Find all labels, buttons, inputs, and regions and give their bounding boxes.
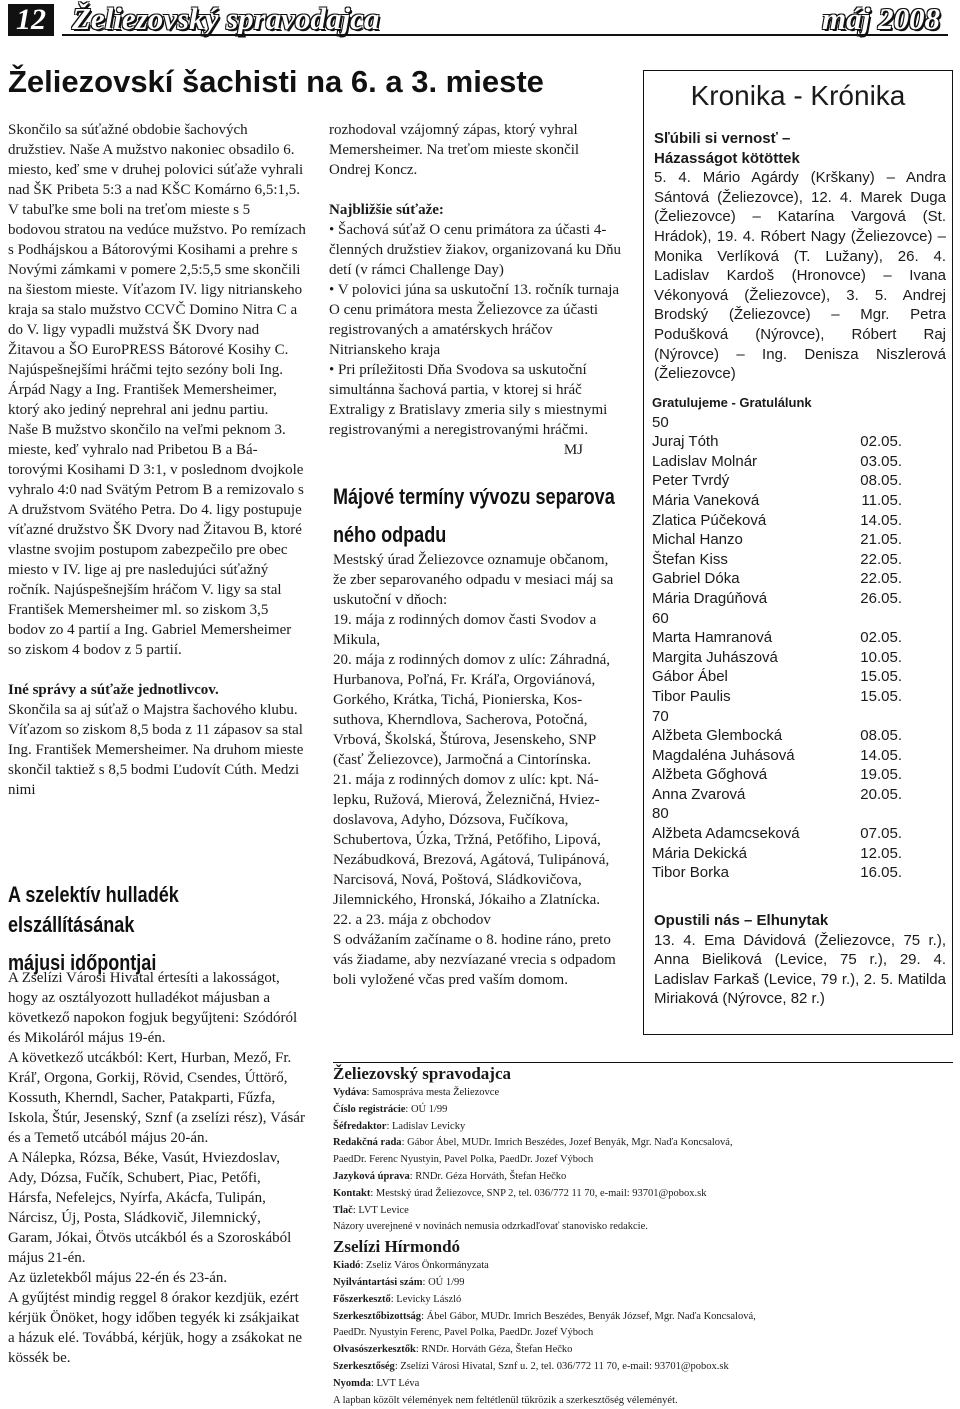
chess-article-column-1 <box>8 120 306 800</box>
congrats-name: Gábor Ábel <box>652 668 728 686</box>
congrats-name: Gabriel Dóka <box>652 570 740 588</box>
hungarian-paragraph: A gyűjtést mindig reggel 8 órakor kezdjük, ezért kérjük Önöket, hogy időben tegyék ki zsákjaikat a házuk elé. Továbbá, kérjük, hogy a zsákokat ne kössék be. <box>8 1290 302 1366</box>
congrats-date: 02.05. <box>860 433 902 451</box>
congrats-row <box>652 844 902 864</box>
imprint-value: : Ladislav Levicky <box>386 1120 466 1132</box>
may-waste-body <box>333 550 625 990</box>
imprint-label: Kiadó <box>333 1260 361 1272</box>
hungarian-title-line: A szelektív hulladék elszállításának <box>8 882 179 937</box>
may-title-line: Májové termíny vývozu separova <box>333 484 615 509</box>
kronika-box <box>643 70 953 1035</box>
imprint-label: Szerkesztőbizottság <box>333 1310 422 1322</box>
imprint-line <box>333 1275 953 1292</box>
congrats-row <box>652 550 902 570</box>
congrats-date: 14.05. <box>860 746 902 764</box>
page-header <box>4 1 952 38</box>
congrats-row <box>652 511 902 531</box>
may-paragraph: 21. mája z rodinných domov z ulíc: kpt. Nálepku, Ružová, Mierová, Železničná, Hviezdoslavova, Adyho, Dózsova, Fučíkova, Schubertova, Úzka, Tržná, Petőfiho, Lipová, Nezábudková, Brezová, Agátová, Tulipánová, Narcisová, Nová, Poštová, Sládkovičova, Jilemnického, Hronská, Jókaiho a Zlatnícka. <box>333 772 610 908</box>
congrats-row <box>652 491 902 511</box>
imprint-value: : OÚ 1/99 <box>422 1276 465 1288</box>
next-competition-text: • Pri príležitosti Dňa Svodova sa uskutoční simultánna šachová partia, v ktorej si hráč Extraligy z Bratislavy zmeria sily s miestnymi registrovanými a neregistrovanými hráčmi. <box>329 362 608 438</box>
congrats-date: 19.05. <box>860 766 902 784</box>
may-waste-title <box>333 482 693 550</box>
congrats-row <box>652 726 902 746</box>
imprint-value: : Zselíz Város Önkormányzata <box>360 1260 489 1272</box>
congrats-name: Tibor Borka <box>652 864 729 882</box>
age-group-label: 70 <box>652 707 669 725</box>
chess-paragraph: Naše B mužstvo skončilo na veľmi peknom 3. mieste, keď vyhralo nad Pribetou B a Bátorovými Kosihami D 3:1, v poslednom dvojkole vyhralo 4:0 nad Svätým Petrom B a remizovalo s A družstvom Svätého Petra. Do 4. ligy postupuje víťazné družstvo ŠK Dvory nad Žitavou B, ktoré vlastne svojim postupom zabezpečilo pre obec miesto v IV. lige aj pre nasledujúci súťažný ročník. Najúspešnejším hráčom V. ligy sa stal František Memersheimer ml. so ziskom 3,5 bodov zo 4 partií a Ing. Gabriel Memersheimer so ziskom 4 bodov z 5 partií. <box>8 422 304 658</box>
congrats-name: Magdaléna Juhásová <box>652 746 795 764</box>
congrats-name: Alžbeta Gőghová <box>652 766 768 784</box>
spacer <box>329 180 623 200</box>
imprint-line <box>333 1186 953 1203</box>
page-number: 12 <box>8 4 54 36</box>
congrats-date: 08.05. <box>860 472 902 490</box>
imprint-line <box>333 1085 953 1102</box>
imprint-value: : Samospráva mesta Želiezovce <box>366 1087 500 1098</box>
imprint-sk-disclaimer: Názory uverejnené v novinách nemusia odzrkadľovať stanovisko redakcie. <box>333 1221 648 1233</box>
hungarian-paragraph: A Nálepka, Rózsa, Béke, Vasút, Hviezdoslav, Ady, Dózsa, Fučík, Schubert, Piac, Petőfi, Hársfa, Nefelejcs, Nyírfa, Akácfa, Tulipán, Nárcisz, Új, Posta, Sládkovič, Jilemnický, Garam, Jókai, Ötvös utcákból és a Szoroskából május 21-én. <box>8 1150 292 1266</box>
imprint-label: Szerkesztőség <box>333 1360 395 1372</box>
paper-title: Želiezovský spravodajca <box>72 1 380 36</box>
chess-paragraph: Najúspešnejšími hráčmi tejto sezóny boli Ing. Árpád Nagy a Ing. František Memersheimer, ktorý ako jediný neprehral ani jednu partiu. <box>8 362 283 418</box>
imprint-value: : Levicky László <box>390 1293 462 1305</box>
next-competition-item: • Šachová súťaž O cenu primátora za účasti 4-členných družstiev žiakov, organizovaná ku Dňu detí (v rámci Challenge Day) <box>329 222 621 278</box>
weddings-heading: Házasságot kötöttek <box>654 149 800 167</box>
weddings-text: 5. 4. Mário Agárdy (Krškany) – Andra Sántová (Želiezovce), 12. 4. Marek Duga (Želiezovce) – Katarína Vargová (St. Hrádok), 19. 4. Róbert Nagy (Želiezovce) – Monika Verlíková (T. Lužany), 26. 4. Ladislav Kardoš (Hronovce) – Ivana Vékonyová (Želiezovce), 3. 5. Andrej Brodský (Želiezovce) – Mgr. Petra Podušková (Nýrovce), Róbert Raj (Nýrovce) – Ing. Denisza Niszlerová (Želiezovce) <box>654 169 946 383</box>
imprint-value: PaedDr. Nyustyin Ferenc, Pavel Polka, PaedDr. Jozef Výboch <box>333 1327 594 1339</box>
hungarian-article-body <box>8 968 306 1368</box>
congrats-name: Mária Dragúňová <box>652 589 768 607</box>
imprint-line <box>333 1292 953 1309</box>
congrats-row <box>652 432 902 452</box>
other-news-heading: Iné správy a súťaže jednotlivcov. <box>8 682 219 698</box>
deaths-text: 13. 4. Ema Dávidová (Želiezovce, 75 r.), Anna Bieliková (Levice, 75 r.), 29. 4. Ladislav Farkaš (Levice, 79 r.), 2. 5. Matilda Miriaková (Nýrovce, 82 r.) <box>654 931 946 1008</box>
imprint-sk-lines <box>333 1085 953 1219</box>
congrats-row <box>652 569 902 589</box>
congrats-row <box>652 471 902 491</box>
congrats-date: 12.05. <box>860 844 902 862</box>
congrats-date: 10.05. <box>860 648 902 666</box>
congrats-row <box>652 452 902 472</box>
imprint-label: Olvasószerkesztők <box>333 1344 416 1356</box>
imprint-label: Jazyková úprava <box>333 1170 410 1182</box>
age-group-label: 60 <box>652 609 669 627</box>
congrats-row <box>652 589 902 609</box>
hungarian-paragraph: A következő utcákból: Kert, Hurban, Mező, Fr. Kráľ, Orgona, Gorkij, Rövid, Csendes, Úttörő, Kossuth, Kherndl, Sacher, Patakparti, Fűzfa, Iskola, Štúr, Jesenský, Sznf (a zselízi rész), Vásár és a Temető utcából május 20-án. <box>8 1050 305 1146</box>
imprint-hu-title: Zselízi Hírmondó <box>333 1237 461 1257</box>
congrats-date: 11.05. <box>861 491 902 509</box>
congrats-name: Anna Zvarová <box>652 785 746 803</box>
imprint-label: Šéfredaktor <box>333 1120 387 1132</box>
chess-article-column-2 <box>329 120 623 460</box>
congrats-date: 16.05. <box>860 864 902 882</box>
may-paragraph: 22. a 23. mája z obchodov <box>333 912 491 928</box>
congrats-row <box>652 863 902 883</box>
congrats-date: 22.05. <box>860 570 902 588</box>
congrats-name: Zlatica Púčeková <box>652 511 767 529</box>
congrats-row <box>652 746 902 766</box>
imprint-line <box>333 1203 953 1220</box>
congrats-row <box>652 667 902 687</box>
imprint-value: : LVT Levice <box>352 1204 409 1216</box>
deaths-section <box>654 911 946 1009</box>
imprint-line <box>333 1119 953 1136</box>
imprint-label: Tlač <box>333 1204 353 1216</box>
kronika-title: Kronika - Krónika <box>690 80 906 111</box>
imprint-label: Číslo registrácie <box>333 1103 406 1115</box>
spacer <box>8 660 306 680</box>
congrats-date: 14.05. <box>860 511 902 529</box>
imprint-value: : RNDr. Géza Horváth, Štefan Hečko <box>409 1170 567 1182</box>
hungarian-paragraph: Az üzletekből május 22-én és 23-án. <box>8 1270 228 1286</box>
congrats-name: Mária Vaneková <box>652 491 760 509</box>
hungarian-paragraph: A Zselízi Városi Hivatal értesíti a lakosságot, hogy az osztályozott hulladékot májusban a következő napokon fogjuk begyűjteni: Szódóról és Mikoláról május 19-én. <box>8 970 298 1046</box>
congrats-name: Mária Dekická <box>652 844 748 862</box>
may-paragraph: Mestský úrad Želiezovce oznamuje občanom, že zber separovaného odpadu v mesiaci máj sa uskutoční v dňoch: <box>333 552 614 608</box>
congrats-date: 08.05. <box>860 727 902 745</box>
congratulations-section <box>652 393 902 883</box>
congrats-name: Ladislav Molnár <box>652 452 758 470</box>
imprint-label: Vydáva <box>333 1087 367 1098</box>
congrats-name: Peter Tvrdý <box>652 472 730 490</box>
age-group-label: 80 <box>652 805 669 823</box>
congratulations-heading: Gratulujeme - Gratulálunk <box>652 395 812 410</box>
congrats-row <box>652 765 902 785</box>
imprint-label: Főszerkesztő <box>333 1293 391 1305</box>
imprint-hu-disclaimer: A lapban közölt vélemények nem feltétlenül tükrözik a szerkesztőség véleményét. <box>333 1394 678 1406</box>
chess-continuation: rozhodoval vzájomný zápas, ktorý vyhral Memersheimer. Na treťom mieste skončil Ondrej Koncz. <box>329 122 580 178</box>
imprint-label: Redakčná rada <box>333 1137 402 1149</box>
imprint-line <box>333 1325 953 1342</box>
imprint-line <box>333 1135 953 1152</box>
congrats-name: Michal Hanzo <box>652 531 743 549</box>
age-group-label: 50 <box>652 413 669 431</box>
may-paragraph: S odvážaním začíname o 8. hodine ráno, preto vás žiadame, aby nezvíazané vrecia s odpadom boli vyložené včas pred vaším domom. <box>333 932 616 988</box>
weddings-heading: Sľúbili si vernosť – <box>654 130 791 147</box>
congrats-name: Štefan Kiss <box>652 550 728 568</box>
congrats-date: 26.05. <box>860 589 902 607</box>
imprint-value: : Gábor Ábel, MUDr. Imrich Beszédes, Jozef Benyák, Mgr. Naďa Koncsalová, <box>401 1137 733 1149</box>
next-competition-item: • V polovici júna sa uskutoční 13. ročník turnaja O cenu primátora mesta Želiezovce za účasti registrovaných a amatérskych hráčov Nitrianskeho kraja <box>329 282 620 358</box>
imprint-line <box>333 1169 953 1186</box>
next-competition-item <box>329 360 623 458</box>
imprint-sk-title: Želiezovský spravodajca <box>333 1064 512 1083</box>
congrats-row <box>652 824 902 844</box>
imprint-line <box>333 1152 953 1169</box>
may-title-line: ného odpadu <box>333 522 447 547</box>
imprint-value: PaedDr. Ferenc Nyustyin, Pavel Polka, PaedDr. Jozef Výboch <box>333 1154 594 1166</box>
congrats-date: 15.05. <box>860 668 902 686</box>
congrats-row <box>652 687 902 707</box>
congrats-date: 07.05. <box>860 825 902 843</box>
congrats-name: Alžbeta Adamcseková <box>652 825 800 843</box>
imprint-label: Nyomda <box>333 1377 371 1389</box>
congrats-date: 21.05. <box>860 531 902 549</box>
congrats-name: Tibor Paulis <box>652 687 731 705</box>
congrats-row <box>652 628 902 648</box>
congrats-row <box>652 648 902 668</box>
imprint-value: : OÚ 1/99 <box>405 1103 448 1115</box>
congrats-name: Margita Juhászová <box>652 648 778 666</box>
header-rule <box>62 34 948 36</box>
imprint-value: : Mestský úrad Želiezovce, SNP 2, tel. 036/772 11 70, e-mail: 93701@pobox.sk <box>370 1187 707 1199</box>
congrats-date: 22.05. <box>860 550 902 568</box>
imprint-value: : Zselízi Városi Hivatal, Sznf u. 2, tel. 036/772 11 70, e-mail: 93701@pobox.sk <box>394 1360 729 1372</box>
chess-paragraph: Skončilo sa súťažné obdobie šachových družstiev. Naše A mužstvo nakoniec obsadilo 6. miesto, keď sme v druhej polovici súťaže vyhrali nad ŠK Pribeta 5:3 a nad KŠC Komárno 6,5:1,5. V tabuľke sme boli na treťom mieste s 5 bodovou stratou na vedúce mužstvo. Po remízach s Podhájskou a Bátorovými Kosihami a prehre s Novými zámkami v pomere 2,5:5,5 sme skončili na šiestom mieste. Víťazom IV. ligy nitrianskeho kraja sa stalo mužstvo CCVČ Domino Nitra C a do V. ligy vypadli mužstvá ŠK Dvory nad Žitavou a ŠO EuroPRESS Bátorové Kosihy C. <box>8 122 306 358</box>
imprint-line <box>333 1342 953 1359</box>
imprint-label: Kontakt <box>333 1187 371 1199</box>
congrats-row <box>652 785 902 805</box>
imprint-label: Nyilvántartási szám <box>333 1276 423 1288</box>
congrats-date: 20.05. <box>860 785 902 803</box>
hungarian-article-title <box>8 880 368 978</box>
deaths-heading: Opustili nás – Elhunytak <box>654 912 829 929</box>
congrats-date: 02.05. <box>860 629 902 647</box>
may-paragraph: 20. mája z rodinných domov z ulíc: Záhradná, Hurbanova, Poľná, Fr. Kráľa, Orgoviánová, Gorkého, Krátka, Tichá, Pionierska, Kossuthova, Kherndlova, Sacherova, Potočná, Vrbová, Školská, Štúrova, Jesenskeho, SNP (časť Želiezovce), Jarmočná a Cintorínska. <box>333 652 610 768</box>
congrats-name: Alžbeta Glembocká <box>652 727 783 745</box>
imprint-line <box>333 1102 953 1119</box>
may-paragraph: 19. mája z rodinných domov časti Svodov a Mikula, <box>333 612 597 648</box>
next-competitions-heading: Najbližšie súťaže: <box>329 202 444 218</box>
congrats-name: Juraj Tóth <box>652 433 719 451</box>
congrats-date: 03.05. <box>860 452 902 470</box>
imprint-value: : LVT Léva <box>370 1377 420 1389</box>
congrats-row <box>652 530 902 550</box>
congrats-name: Marta Hamranová <box>652 629 773 647</box>
author-signature: MJ <box>563 442 583 458</box>
imprint-line <box>333 1376 953 1393</box>
imprint-line <box>333 1309 953 1326</box>
imprint-value: : Ábel Gábor, MUDr. Imrich Beszédes, Benyák József, Mgr. Naďa Koncsalová, <box>421 1310 756 1322</box>
congratulations-list <box>652 413 902 883</box>
weddings-section <box>654 129 946 384</box>
imprint-line <box>333 1258 953 1275</box>
imprint <box>333 1060 953 1409</box>
other-news-text: Skončila sa aj súťaž o Majstra šachového klubu. Víťazom so ziskom 8,5 boda z 11 zápasov sa stal Ing. František Memersheimer. Na druhom mieste skončil taktiež s 8,5 bodmi Ľudovít Cúth. Medzi nimi <box>8 702 304 798</box>
congrats-date: 15.05. <box>860 687 902 705</box>
chess-article-title: Želiezovskí šachisti na 6. a 3. mieste <box>8 64 544 99</box>
hungarian-title-line: májusi időpontjai <box>8 950 157 975</box>
imprint-hu-lines <box>333 1258 953 1392</box>
imprint-value: : RNDr. Horváth Géza, Štefan Hečko <box>415 1344 573 1356</box>
issue-date: máj 2008 <box>822 1 940 36</box>
imprint-line <box>333 1359 953 1376</box>
